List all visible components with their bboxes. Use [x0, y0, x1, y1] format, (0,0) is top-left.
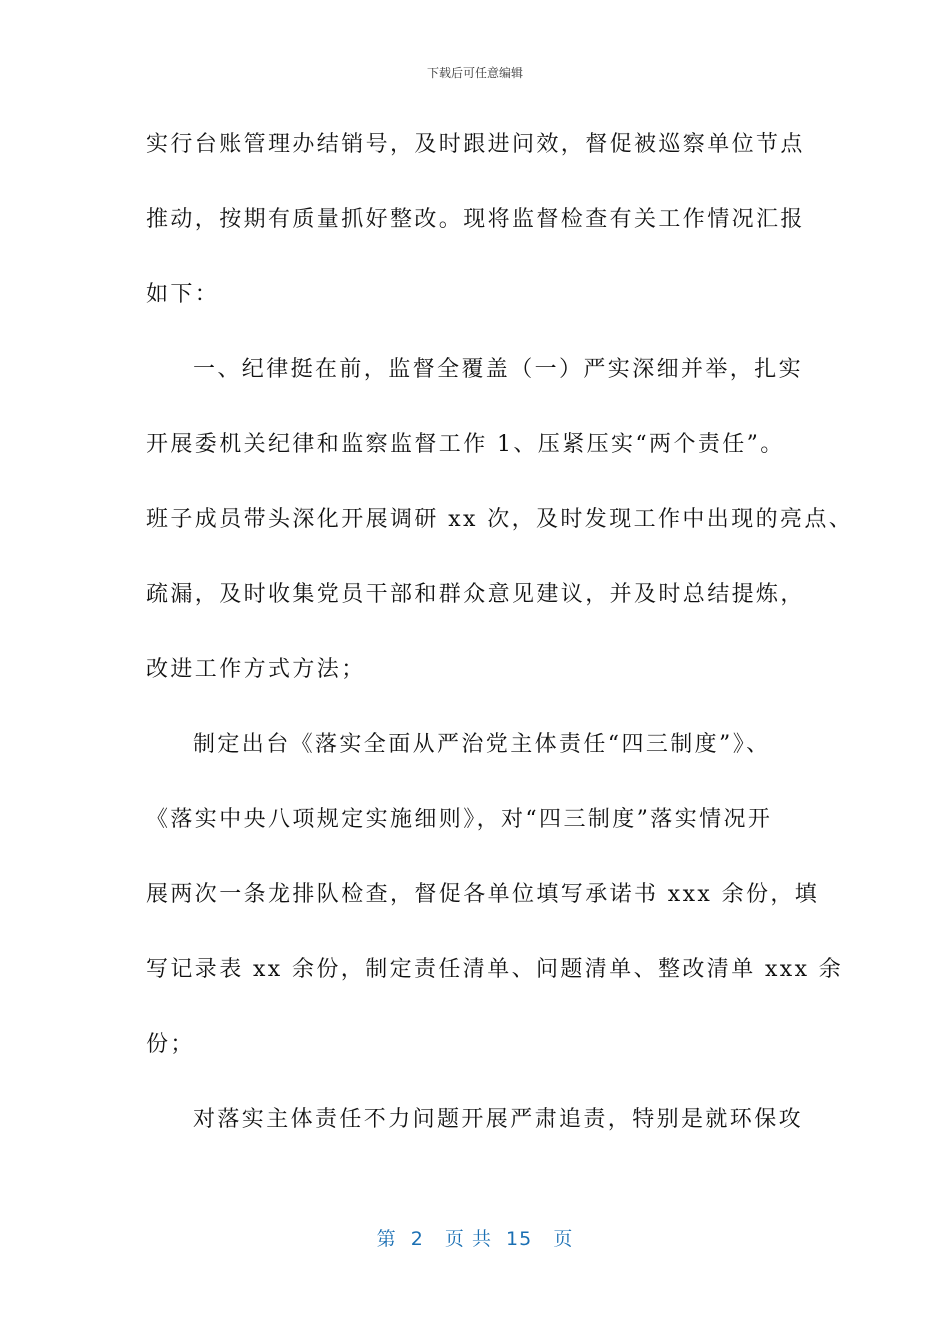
paragraph-start-line: 制定出台《落实全面从严治党主体责任“四三制度”》、	[193, 732, 771, 757]
text-line: 疏漏，及时收集党员干部和群众意见建议，并及时总结提炼，	[146, 582, 805, 607]
paragraph-start-line: 一、纪律挺在前，监督全覆盖（一）严实深细并举，扎实	[193, 357, 804, 382]
text-line: 改进工作方式方法；	[146, 657, 366, 682]
text-line: 如下：	[146, 282, 220, 307]
page-header: 下载后可任意编辑	[426, 66, 523, 80]
text-line: 推动，按期有质量抓好整改。现将监督检查有关工作情况汇报	[146, 207, 805, 232]
text-line: 《落实中央八项规定实施细则》，对“四三制度”落实情况开	[146, 807, 773, 832]
text-line: 写记录表 xx 余份，制定责任清单、问题清单、整改清单 xxx 余	[146, 957, 844, 982]
text-line: 实行台账管理办结销号，及时跟进问效，督促被巡察单位节点	[146, 132, 805, 157]
text-line: 开展委机关纪律和监察监督工作 1、压紧压实“两个责任”。	[146, 432, 785, 457]
page-footer: 第 2 页 共 15 页	[376, 1228, 574, 1250]
text-line: 班子成员带头深化开展调研 xx 次，及时发现工作中出现的亮点、	[146, 507, 854, 532]
paragraph-start-line: 对落实主体责任不力问题开展严肃追责，特别是就环保攻	[193, 1107, 804, 1132]
text-line: 展两次一条龙排队检查，督促各单位填写承诺书 xxx 余份，填	[146, 882, 820, 907]
text-line: 份；	[146, 1032, 195, 1057]
